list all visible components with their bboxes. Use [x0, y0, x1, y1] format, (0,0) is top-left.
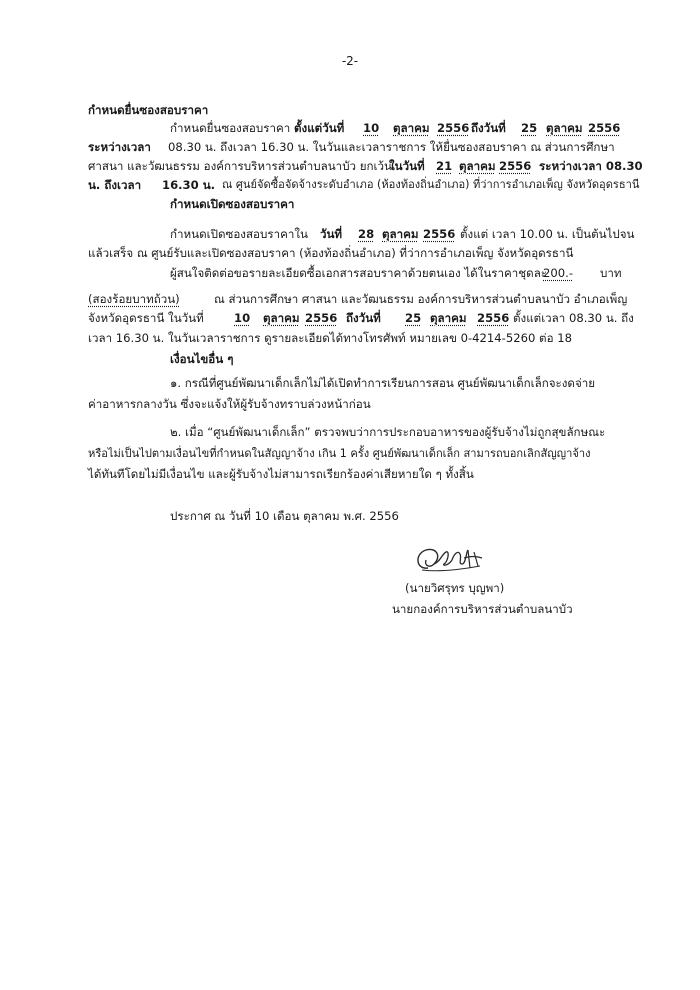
opening-doc-to-year: 2556	[477, 311, 510, 325]
handwritten-signature	[408, 540, 488, 580]
submission-line-4c: ณ ศูนย์จัดซื้อจัดจ้างระดับอำเภอ (ห้องท้องถิ่นอำเภอ) ที่ว่าการอำเภอเพ็ญ จังหวัดอุดรธานี	[222, 178, 640, 191]
opening-price: 200.-	[543, 266, 573, 280]
opening-doc-to-month: ตุลาคม	[430, 311, 467, 325]
submission-to-day: 25	[521, 121, 538, 135]
submission-time-label: ระหว่างเวลา	[88, 140, 151, 154]
submission-except-time: ระหว่างเวลา 08.30	[539, 159, 643, 173]
opening-doc-from-month: ตุลาคม	[263, 311, 300, 325]
opening-heading: กำหนดเปิดซองสอบราคา	[170, 197, 295, 211]
opening-doc-from-day: 10	[234, 311, 251, 325]
opening-doc-to-day: 25	[405, 311, 422, 325]
condition-1-line-2: ค่าอาหารกลางวัน ซึ่งจะแจ้งให้ผู้รับจ้างทราบล่วงหน้าก่อน	[88, 397, 371, 411]
condition-2-line-2: หรือไม่เป็นไปตามเงื่อนไขที่กำหนดในสัญญาจ้าง เกิน 1 ครั้ง ศูนย์พัฒนาเด็กเล็ก สามารถบอกเลิกสัญญาจ้าง	[88, 447, 591, 460]
opening-date-label: วันที่	[320, 227, 343, 241]
opening-line-6: เวลา 16.30 น. ในวันเวลาราชการ ดูรายละเอียดได้ทางโทรศัพท์ หมายเลข 0-4214-5260 ต่อ 18	[88, 331, 572, 345]
opening-year: 2556	[423, 227, 456, 241]
opening-price-unit: บาท	[600, 266, 622, 280]
submission-line-4a: น. ถึงเวลา	[88, 178, 142, 192]
page-number: -2-	[341, 54, 359, 68]
submission-except-label: ในวันที่	[389, 159, 425, 173]
submission-except-year: 2556	[499, 159, 532, 173]
opening-price-words: (สองร้อยบาทถ้วน)	[88, 292, 180, 306]
submission-heading: กำหนดยื่นซองสอบราคา	[88, 103, 209, 117]
opening-day: 28	[358, 227, 375, 241]
announcement-date: ประกาศ ณ วันที่ 10 เดือน ตุลาคม พ.ศ. 2556	[170, 509, 399, 523]
condition-1-line-1: ๑. กรณีที่ศูนย์พัฒนาเด็กเล็กไม่ได้เปิดทำการเรียนการสอน ศูนย์พัฒนาเด็กเล็กจะงดจ่าย	[170, 376, 596, 390]
submission-to-label: ถึงวันที่	[471, 121, 506, 135]
submission-line-4b: 16.30 น.	[162, 178, 216, 192]
submission-line-2: 08.30 น. ถึงเวลา 16.30 น. ในวันและเวลาราชการ ให้ยื่นซองสอบราคา ณ ส่วนการศึกษา	[168, 140, 615, 154]
signer-name: (นายวิศรุทร บุญพา)	[405, 581, 505, 595]
opening-line-5a: จังหวัดอุดรธานี ในวันที่	[88, 311, 204, 325]
opening-line-3a: ผู้สนใจติดต่อขอรายละเอียดซื้อเอกสารสอบราคาด้วยตนเอง ได้ในราคาชุดละ	[170, 266, 548, 280]
condition-2-line-3: ได้ทันทีโดยไม่มีเงื่อนไข และผู้รับจ้างไม่สามารถเรียกร้องค่าเสียหายใด ๆ ทั้งสิ้น	[88, 467, 474, 481]
submission-except-month: ตุลาคม	[459, 159, 496, 173]
condition-2-line-1: ๒. เมื่อ “ศูนย์พัฒนาเด็กเล็ก” ตรวจพบว่าการประกอบอาหารของผู้รับจ้างไม่ถูกสุขลักษณะ	[170, 425, 606, 439]
opening-doc-to-label: ถึงวันที่	[346, 311, 381, 325]
submission-from-label: ตั้งแต่วันที่	[294, 121, 345, 135]
opening-line-2: แล้วเสร็จ ณ ศูนย์รับและเปิดซองสอบราคา (ห้องท้องถิ่นอำเภอ) ที่ว่าการอำเภอเพ็ญ จังหวัดอุดรธานี	[88, 246, 574, 260]
submission-to-year: 2556	[588, 121, 621, 135]
opening-line-1a: กำหนดเปิดซองสอบราคาใน	[170, 227, 308, 241]
opening-doc-from-year: 2556	[305, 311, 338, 325]
opening-line-1f: ตั้งแต่ เวลา 10.00 น. เป็นต้นไปจน	[460, 227, 635, 241]
submission-except-day: 21	[436, 159, 453, 173]
submission-to-month: ตุลาคม	[546, 121, 583, 135]
signer-position: นายกองค์การบริหารส่วนตำบลนาบัว	[392, 602, 573, 616]
conditions-heading: เงื่อนไขอื่น ๆ	[170, 352, 234, 366]
submission-line-1a: กำหนดยื่นซองสอบราคา	[170, 121, 291, 135]
submission-from-month: ตุลาคม	[393, 121, 430, 135]
submission-line-3a: ศาสนา และวัฒนธรรม องค์การบริหารส่วนตำบลนาบัว ยกเว้น	[88, 159, 392, 173]
submission-from-year: 2556	[437, 121, 470, 135]
opening-line-4b: ณ ส่วนการศึกษา ศาสนา และวัฒนธรรม องค์การบริหารส่วนตำบลนาบัว อำเภอเพ็ญ	[214, 292, 628, 306]
opening-month: ตุลาคม	[382, 227, 419, 241]
opening-line-5i: ตั้งแต่เวลา 08.30 น. ถึง	[513, 311, 634, 325]
submission-from-day: 10	[363, 121, 380, 135]
